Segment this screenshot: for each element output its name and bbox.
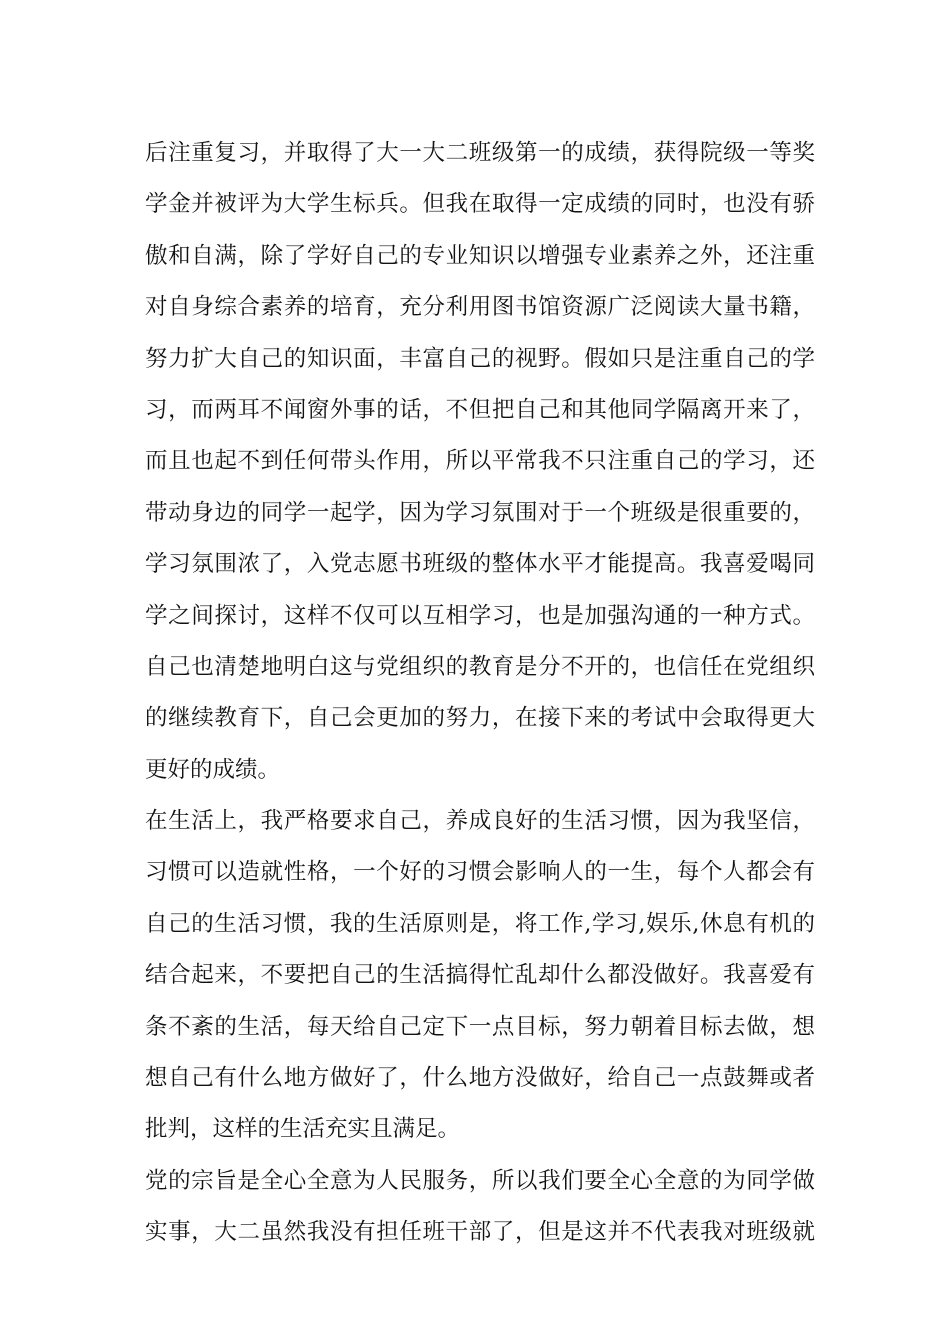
text-line: 条不紊的生活，每天给自己定下一点目标，努力朝着目标去做，想 — [145, 1013, 815, 1040]
text-line: 带动身边的同学一起学，因为学习氛围对于一个班级是很重要的， — [145, 499, 815, 526]
text-line: 习惯可以造就性格，一个好的习惯会影响人的一生，每个人都会有 — [145, 859, 815, 886]
paragraph-life — [145, 796, 815, 1156]
text-line: 结合起来，不要把自己的生活搞得忙乱却什么都没做好。我喜爱有 — [145, 962, 815, 989]
text-line: 在生活上，我严格要求自己，养成良好的生活习惯，因为我坚信， — [145, 808, 815, 835]
text-line: 的继续教育下，自己会更加的努力，在接下来的考试中会取得更大 — [145, 705, 815, 732]
document-body — [145, 128, 815, 1259]
text-line: 后注重复习，并取得了大一大二班级第一的成绩，获得院级一等奖 — [145, 140, 815, 166]
text-line: 学金并被评为大学生标兵。但我在取得一定成绩的同时，也没有骄 — [145, 191, 815, 218]
text-line: 党的宗旨是全心全意为人民服务，所以我们要全心全意的为同学做 — [145, 1167, 815, 1194]
text-line: 而且也起不到任何带头作用，所以平常我不只注重自己的学习，还 — [145, 448, 815, 475]
paragraph-study — [145, 128, 815, 796]
text-line: 学之间探讨，这样不仅可以互相学习，也是加强沟通的一种方式。 — [145, 602, 815, 629]
text-line: 努力扩大自己的知识面，丰富自己的视野。假如只是注重自己的学 — [145, 345, 815, 372]
paragraph-service — [145, 1156, 815, 1259]
text-line: 想自己有什么地方做好了，什么地方没做好，给自己一点鼓舞或者 — [145, 1065, 815, 1092]
text-line: 自己的生活习惯，我的生活原则是，将工作,学习,娱乐,休息有机的 — [145, 910, 815, 937]
text-line: 更好的成绩。 — [145, 756, 281, 783]
text-line: 实事，大二虽然我没有担任班干部了，但是这并不代表我对班级就 — [145, 1219, 815, 1246]
text-line: 傲和自满，除了学好自己的专业知识以增强专业素养之外，还注重 — [145, 242, 815, 269]
text-line: 对自身综合素养的培育，充分利用图书馆资源广泛阅读大量书籍， — [145, 294, 815, 321]
text-line: 批判，这样的生活充实且满足。 — [145, 1116, 461, 1143]
text-line: 自己也清楚地明白这与党组织的教育是分不开的，也信任在党组织 — [145, 653, 815, 680]
text-line: 学习氛围浓了，入党志愿书班级的整体水平才能提高。我喜爱喝同 — [145, 551, 815, 578]
text-line: 习，而两耳不闻窗外事的话，不但把自己和其他同学隔离开来了， — [145, 396, 815, 423]
